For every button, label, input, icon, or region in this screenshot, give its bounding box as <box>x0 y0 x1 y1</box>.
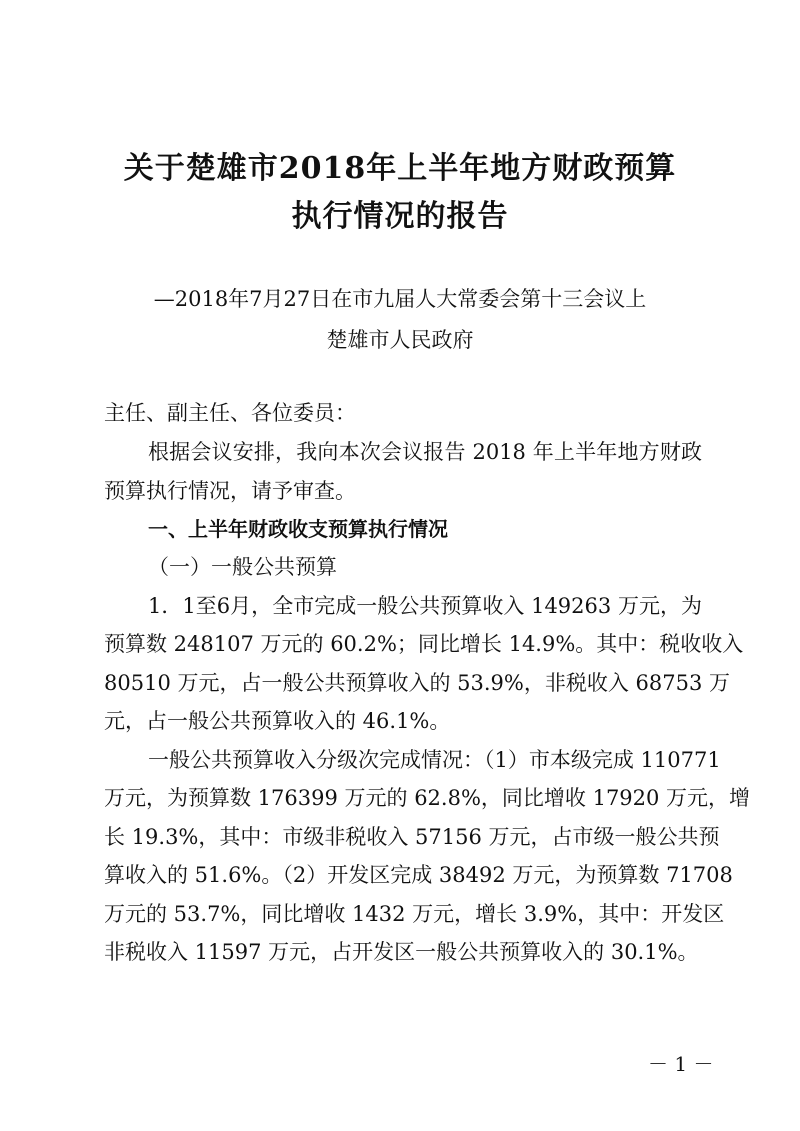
document-subtitle-author: 楚雄市人民政府 <box>326 328 474 352</box>
paragraph-line: 根据会议安排，我向本次会议报告 2018 年上半年地方财政 <box>148 440 702 464</box>
paragraph-line: 非税收入 11597 万元，占开发区一般公共预算收入的 30.1%。 <box>104 940 699 964</box>
paragraph-line: 万元的 53.7%，同比增收 1432 万元，增长 3.9%，其中：开发区 <box>104 902 725 926</box>
salutation: 主任、副主任、各位委员： <box>104 401 356 425</box>
paragraph-line: 80510 万元，占一般公共预算收入的 53.9%，非税收入 68753 万 <box>104 671 731 695</box>
paragraph-line: 长 19.3%，其中：市级非税收入 57156 万元，占市级一般公共预 <box>104 825 720 849</box>
document-title-line-2: 执行情况的报告 <box>291 199 509 234</box>
paragraph-line: 预算执行情况，请予审查。 <box>104 479 356 503</box>
document-subtitle-date: —2018年7月27日在市九届人大常委会第十三会议上 <box>153 287 647 311</box>
paragraph-line: 算收入的 51.6%。（2）开发区完成 38492 万元，为预算数 71708 <box>104 863 733 887</box>
document-title-line-1: 关于楚雄市2018年上半年地方财政预算 <box>123 151 677 186</box>
paragraph-line: 1．1至6月，全市完成一般公共预算收入 149263 万元，为 <box>148 594 702 618</box>
subsection-heading: （一）一般公共预算 <box>148 555 337 579</box>
paragraph-line: 预算数 248107 万元的 60.2%；同比增长 14.9%。其中：税收收入 <box>104 632 744 656</box>
paragraph-line: 元，占一般公共预算收入的 46.1%。 <box>104 709 451 733</box>
paragraph-line: 一般公共预算收入分级次完成情况：（1）市本级完成 110771 <box>148 748 721 772</box>
paragraph-line: 万元，为预算数 176399 万元的 62.8%，同比增收 17920 万元，增 <box>104 786 751 810</box>
page-number: － 1 － <box>648 1052 714 1076</box>
section-heading: 一、上半年财政收支预算执行情况 <box>148 517 448 541</box>
